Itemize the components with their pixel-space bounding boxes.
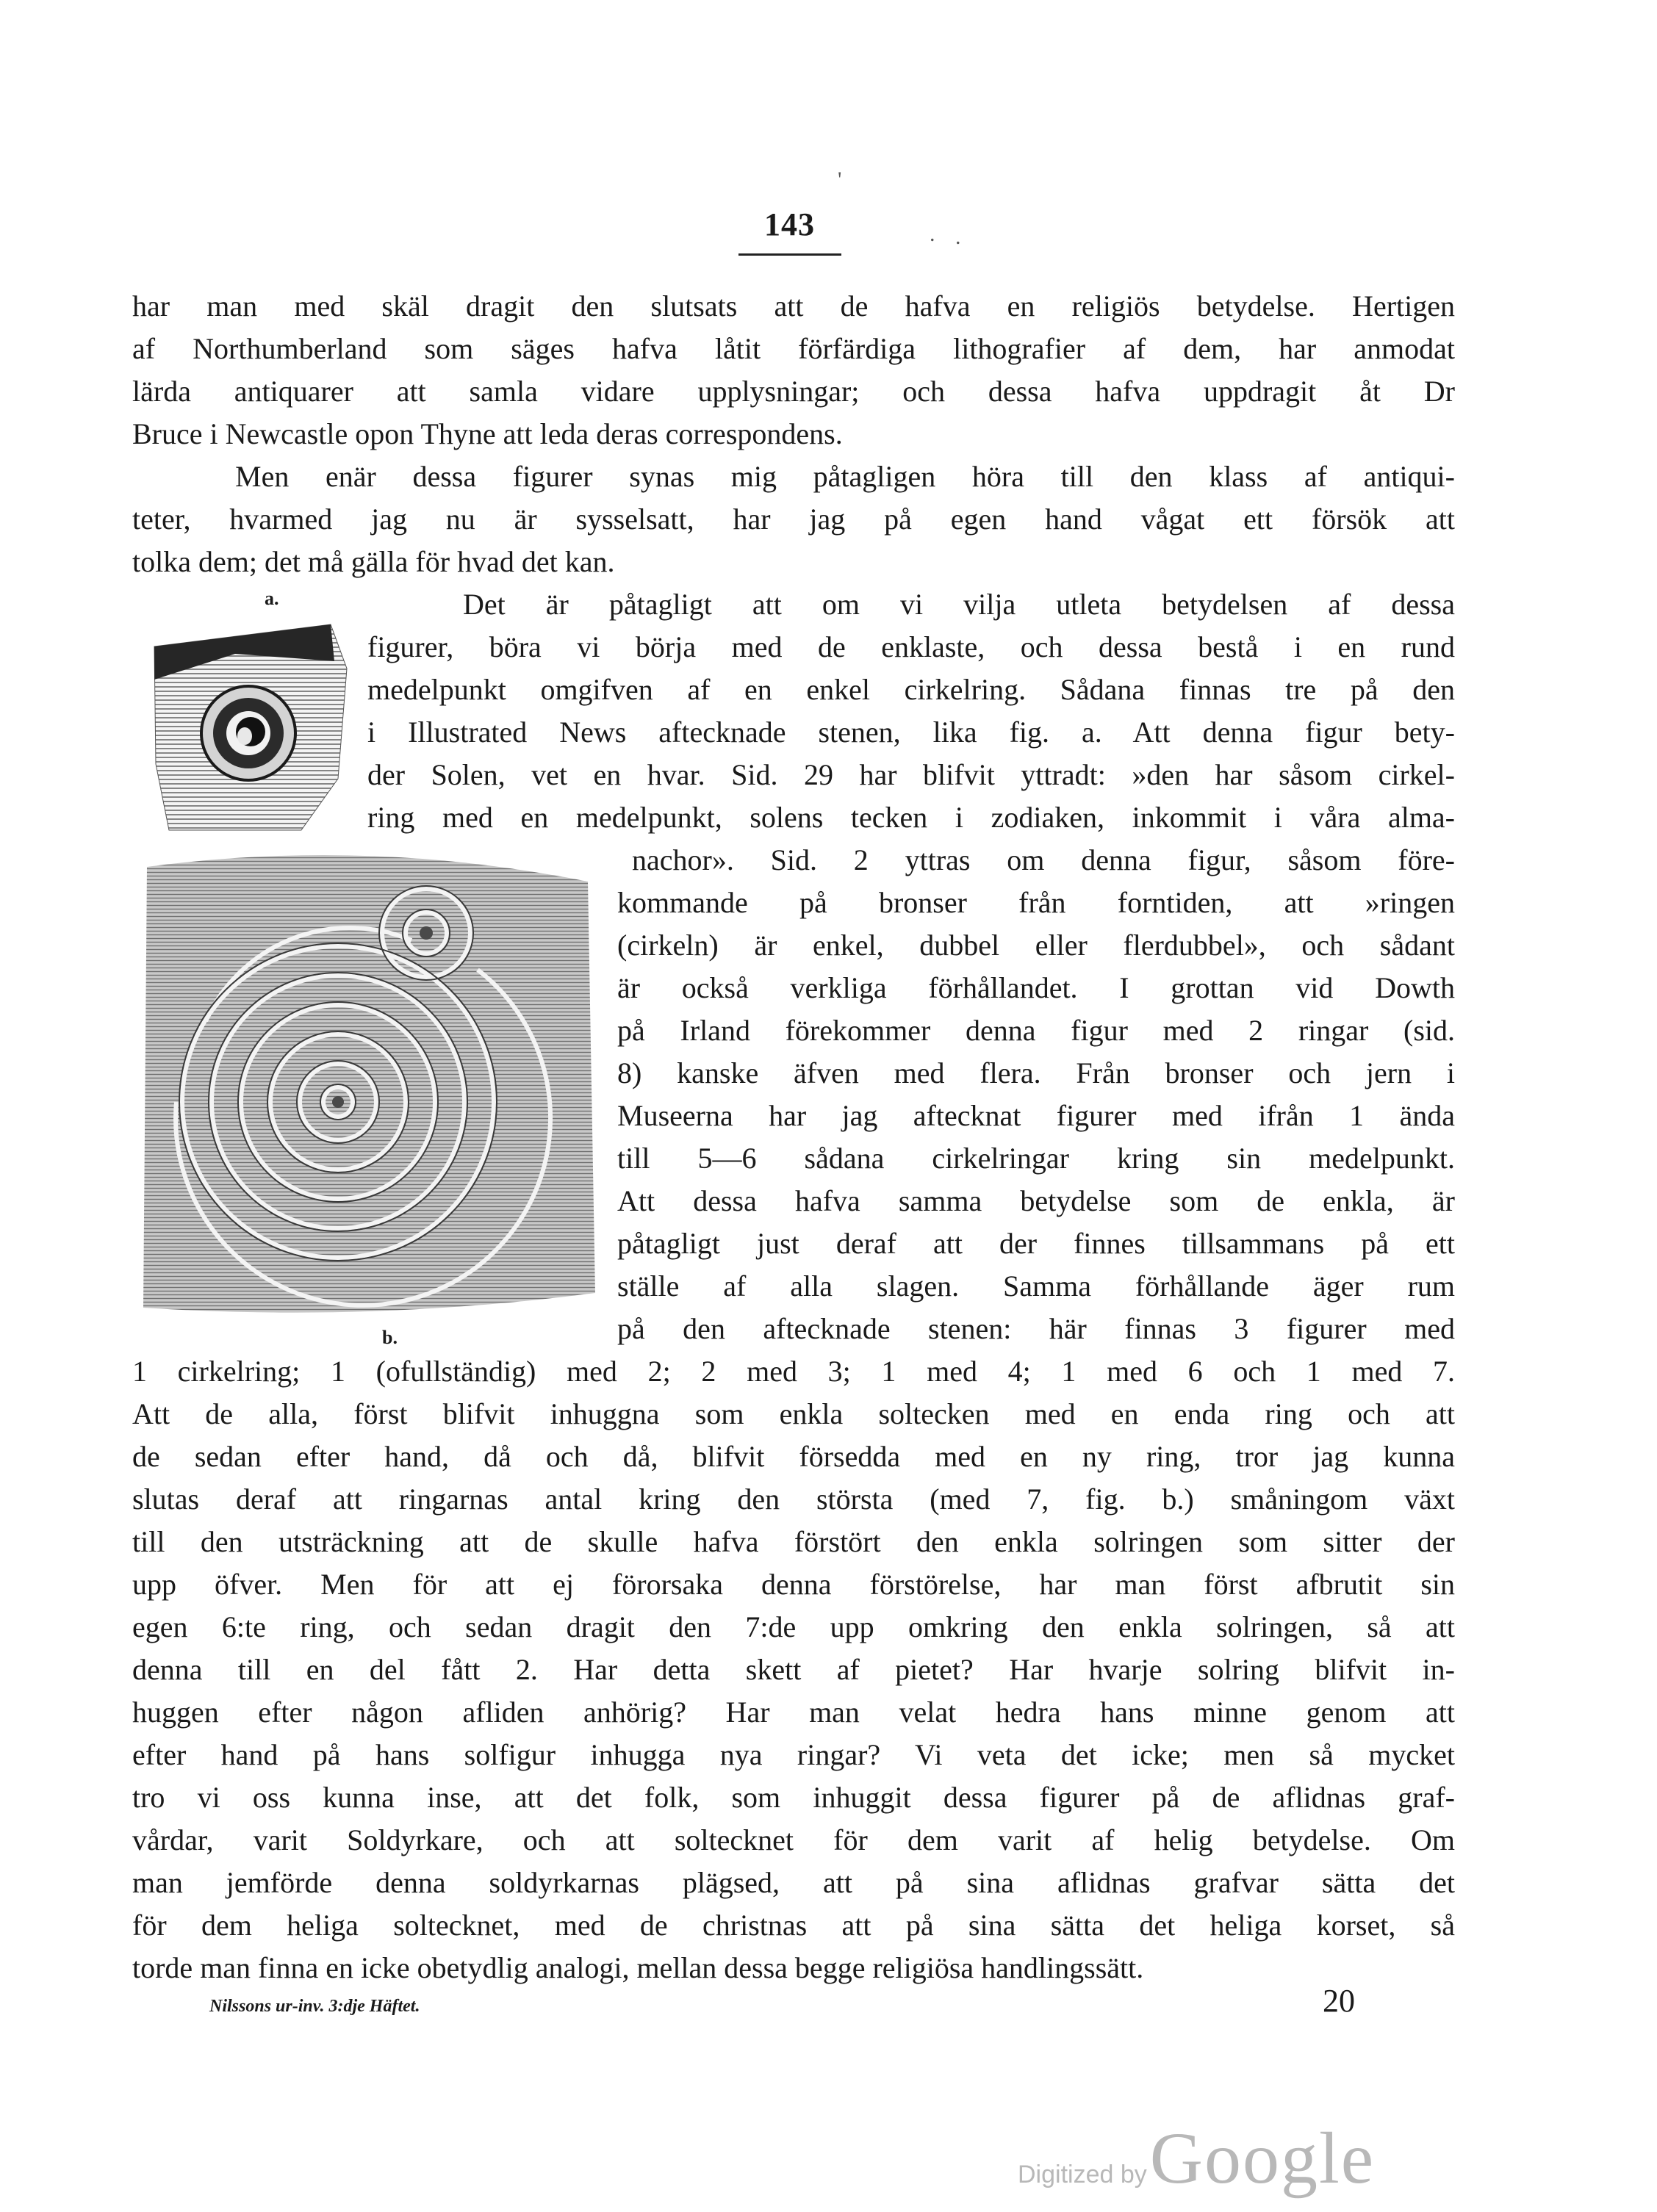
text-line: ring med en medelpunkt, solens tecken i zodiaken, inkommit i våra alma-: [367, 801, 1455, 834]
text-line: Det är påtagligt att om vi vilja utleta betydelsen af dessa: [463, 588, 1455, 621]
sheet-number: 20: [1323, 1983, 1355, 2019]
watermark-prefix: Digitized by: [1018, 2161, 1147, 2188]
text-line: de sedan efter hand, då och då, blifvit försedda med en ny ring, tror jag kunna: [132, 1440, 1455, 1473]
text-line: Att dessa hafva samma betydelse som de enkla, är: [617, 1184, 1455, 1217]
text-line: torde man finna en icke obetydlig analogi, mellan dessa begge religiösa handlingssätt.: [132, 1951, 1144, 1984]
text-line: tolka dem; det må gälla för hvad det kan.: [132, 545, 615, 578]
text-line: man jemförde denna soldyrkarnas plägsed, att på sina aflidnas grafvar sätta det: [132, 1866, 1455, 1899]
text-line: 1 cirkelring; 1 (ofullständig) med 2; 2 med 3; 1 med 4; 1 med 6 och 1 med 7.: [132, 1355, 1455, 1388]
text-line: Men enär dessa figurer synas mig påtagligen höra till den klass af antiqui-: [235, 460, 1455, 493]
figure-a-sun-symbol: [147, 610, 353, 845]
figure-b-label: b.: [382, 1327, 398, 1348]
stray-mark: .: [955, 225, 961, 249]
text-line: efter hand på hans solfigur inhugga nya ringar? Vi veta det icke; men så mycket: [132, 1738, 1455, 1771]
text-line: (cirkeln) är enkel, dubbel eller flerdubbel», och sådant: [617, 929, 1455, 962]
printer-signature: Nilssons ur-inv. 3:dje Häftet.: [209, 1997, 420, 2016]
text-line: lärda antiquarer att samla vidare upplysningar; och dessa hafva uppdragit åt Dr: [132, 375, 1455, 408]
text-line: der Solen, vet en hvar. Sid. 29 har blifvit yttradt: »den har såsom cirkel-: [367, 758, 1455, 791]
text-line: på den aftecknade stenen: här finnas 3 figurer med: [617, 1312, 1455, 1345]
text-line: till 5—6 sådana cirkelringar kring sin medelpunkt.: [617, 1142, 1455, 1175]
text-line: i Illustrated News aftecknade stenen, lika fig. a. Att denna figur bety-: [367, 716, 1455, 749]
stray-mark: .: [930, 222, 935, 246]
text-line: Museerna har jag aftecknat figurer med ifrån 1 ända: [617, 1099, 1455, 1132]
page-number: 143: [764, 206, 815, 242]
text-line: slutas deraf att ringarnas antal kring den största (med 7, fig. b.) småningom växt: [132, 1483, 1455, 1516]
text-line: 8) kanske äfven med flera. Från bronser och jern i: [617, 1056, 1455, 1089]
page-number-rule: [738, 253, 841, 256]
text-line: tro vi oss kunna inse, att det folk, som inhuggit dessa figurer på de aflidnas graf-: [132, 1781, 1455, 1814]
text-line: nachor». Sid. 2 yttras om denna figur, såsom före-: [632, 843, 1455, 876]
text-line: på Irland förekommer denna figur med 2 ringar (sid.: [617, 1014, 1455, 1047]
text-line: ställe af alla slagen. Samma förhållande äger rum: [617, 1269, 1455, 1303]
text-line: för dem heliga soltecknet, med de christnas att på sina sätta det heliga korset, så: [132, 1909, 1455, 1942]
text-line: är också verkliga förhållandet. I grottan vid Dowth: [617, 971, 1455, 1004]
digitized-watermark: [1018, 2116, 1375, 2200]
text-line: denna till en del fått 2. Har detta skett af pietet? Har hvarje solring blifvit in-: [132, 1653, 1455, 1686]
text-line: Bruce i Newcastle opon Thyne att leda deras correspondens.: [132, 417, 843, 450]
text-line: figurer, böra vi börja med de enklaste, och dessa bestå i en rund: [367, 630, 1455, 663]
text-line: Att de alla, först blifvit inhuggna som enkla soltecken med en enda ring och att: [132, 1397, 1455, 1430]
watermark-brand: Google: [1149, 2117, 1376, 2199]
stray-mark: ': [838, 167, 842, 192]
text-line: kommande på bronser från forntiden, att »ringen: [617, 886, 1455, 919]
text-line: till den utsträckning att de skulle hafva förstört den enkla solringen som sitter der: [132, 1525, 1455, 1558]
text-line: teter, hvarmed jag nu är sysselsatt, har jag på egen hand vågat ett försök att: [132, 502, 1455, 536]
text-line: vårdar, varit Soldyrkare, och att soltecknet för dem varit af helig betydelse. Om: [132, 1823, 1455, 1856]
text-line: egen 6:te ring, och sedan dragit den 7:de upp omkring den enkla solringen, så att: [132, 1610, 1455, 1643]
figure-b-concentric-rings: [132, 837, 603, 1322]
text-line: har man med skäl dragit den slutsats att de hafva en religiös betydelse. Hertigen: [132, 289, 1455, 323]
figure-a-label: a.: [265, 588, 279, 609]
text-line: upp öfver. Men för att ej förorsaka denna förstörelse, har man först afbrutit sin: [132, 1568, 1455, 1601]
text-line: påtagligt just deraf att der finnes tillsammans på ett: [617, 1227, 1455, 1260]
text-line: af Northumberland som säges hafva låtit förfärdiga lithografier af dem, har anmodat: [132, 332, 1455, 365]
text-line: medelpunkt omgifven af en enkel cirkelring. Sådana finnas tre på den: [367, 673, 1455, 706]
text-line: huggen efter någon afliden anhörig? Har man velat hedra hans minne genom att: [132, 1696, 1455, 1729]
